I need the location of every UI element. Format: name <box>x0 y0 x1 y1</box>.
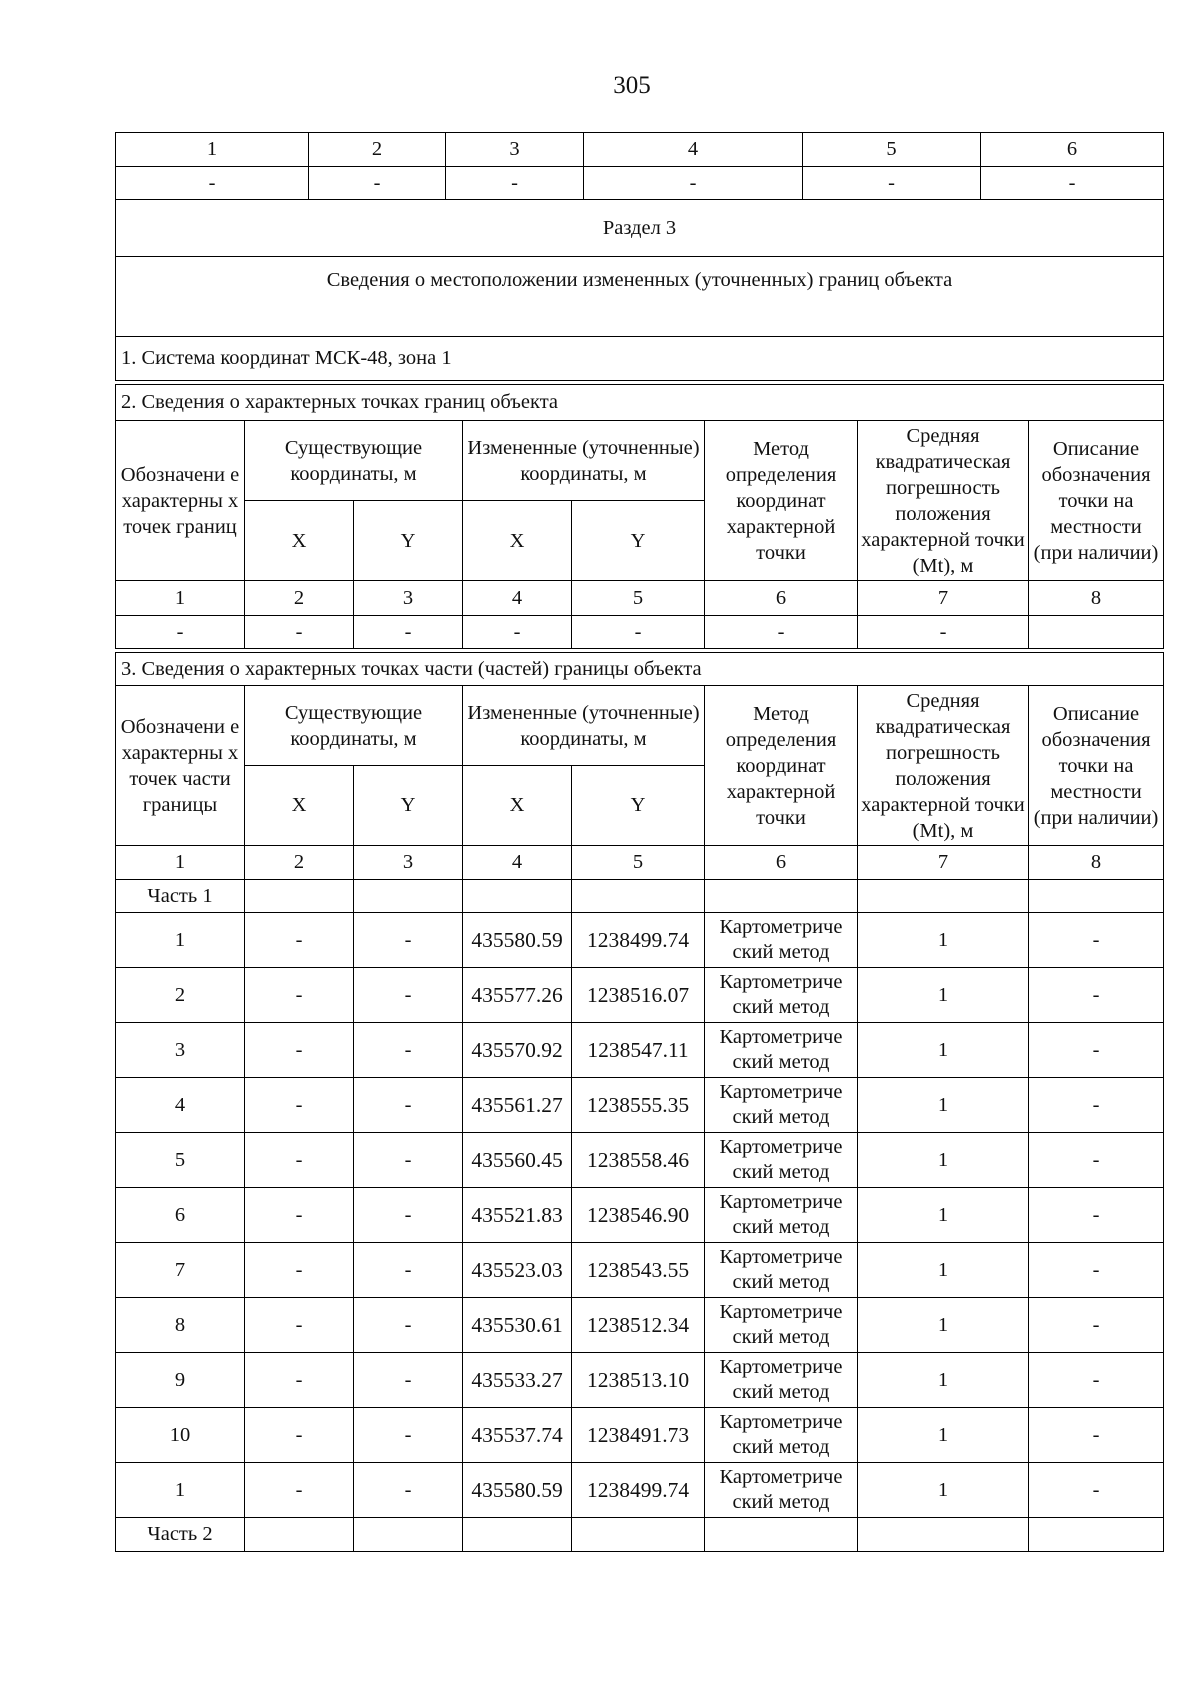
existing-y: - <box>354 1078 463 1133</box>
part-row <box>116 1518 1164 1552</box>
table-row <box>116 1463 1164 1518</box>
existing-x: - <box>245 1188 354 1243</box>
column-number: 3 <box>354 846 463 880</box>
coordinate-system: 1. Система координат МСК-48, зона 1 <box>116 337 1164 381</box>
description: - <box>1029 1463 1164 1518</box>
column-number: 6 <box>705 581 858 616</box>
header-method: Метод определения координат характерной точки <box>705 686 858 846</box>
existing-y: - <box>354 1133 463 1188</box>
changed-y: 1238513.10 <box>572 1353 705 1408</box>
column-number: 6 <box>705 846 858 880</box>
description: - <box>1029 913 1164 968</box>
column-number: 7 <box>858 846 1029 880</box>
method: Картометриче ский метод <box>705 913 858 968</box>
section-subtitle: Сведения о местоположении измененных (уточненных) границ объекта <box>116 257 1164 337</box>
changed-x: 435523.03 <box>463 1243 572 1298</box>
top-header-cell: 2 <box>309 133 446 167</box>
changed-x: 435570.92 <box>463 1023 572 1078</box>
table-row <box>116 1408 1164 1463</box>
header-x: X <box>245 766 354 846</box>
existing-x: - <box>245 1243 354 1298</box>
point-number: 4 <box>116 1078 245 1133</box>
top-cell: - <box>803 167 981 200</box>
section3-table <box>115 652 1164 1552</box>
mt-error: 1 <box>858 1408 1029 1463</box>
header-error: Средняя квадратическая погрешность положения характерной точки (Mt), м <box>858 421 1029 581</box>
changed-y: 1238499.74 <box>572 913 705 968</box>
description: - <box>1029 1353 1164 1408</box>
page-number: 305 <box>613 72 651 99</box>
mt-error: 1 <box>858 1243 1029 1298</box>
existing-x: - <box>245 1023 354 1078</box>
part-label: Часть 1 <box>116 880 245 913</box>
existing-x: - <box>245 1078 354 1133</box>
section-title: Раздел 3 <box>116 200 1164 257</box>
header-error: Средняя квадратическая погрешность положения характерной точки (Mt), м <box>858 686 1029 846</box>
existing-x: - <box>245 1408 354 1463</box>
mt-error: 1 <box>858 1023 1029 1078</box>
mt-error: 1 <box>858 1078 1029 1133</box>
existing-x: - <box>245 1463 354 1518</box>
description: - <box>1029 1023 1164 1078</box>
cell: - <box>463 616 572 649</box>
existing-x: - <box>245 1133 354 1188</box>
changed-x: 435521.83 <box>463 1188 572 1243</box>
existing-x: - <box>245 1353 354 1408</box>
point-number: 8 <box>116 1298 245 1353</box>
header-description: Описание обозначения точки на местности (при наличии) <box>1029 686 1164 846</box>
description: - <box>1029 1243 1164 1298</box>
existing-y: - <box>354 1463 463 1518</box>
header-y: Y <box>572 766 705 846</box>
changed-x: 435537.74 <box>463 1408 572 1463</box>
point-number: 5 <box>116 1133 245 1188</box>
table-row <box>116 1023 1164 1078</box>
table-row <box>116 968 1164 1023</box>
table-row <box>116 1133 1164 1188</box>
changed-x: 435577.26 <box>463 968 572 1023</box>
column-number: 4 <box>463 846 572 880</box>
method: Картометриче ский метод <box>705 1188 858 1243</box>
top-cell: - <box>309 167 446 200</box>
changed-y: 1238516.07 <box>572 968 705 1023</box>
cell <box>1029 616 1164 649</box>
changed-x: 435533.27 <box>463 1353 572 1408</box>
cell: - <box>354 616 463 649</box>
column-number: 2 <box>245 581 354 616</box>
table-row <box>116 1353 1164 1408</box>
top-header-cell: 5 <box>803 133 981 167</box>
point-number: 1 <box>116 1463 245 1518</box>
point-number: 9 <box>116 1353 245 1408</box>
changed-x: 435560.45 <box>463 1133 572 1188</box>
section2-table <box>115 384 1164 649</box>
part-label: Часть 2 <box>116 1518 245 1552</box>
existing-x: - <box>245 1298 354 1353</box>
method: Картометриче ский метод <box>705 1023 858 1078</box>
cell: - <box>116 616 245 649</box>
part-row <box>116 880 1164 913</box>
changed-x: 435530.61 <box>463 1298 572 1353</box>
column-number: 1 <box>116 846 245 880</box>
header-changed-coords: Измененные (уточненные) координаты, м <box>463 421 705 501</box>
existing-y: - <box>354 1243 463 1298</box>
changed-y: 1238547.11 <box>572 1023 705 1078</box>
top-cell: - <box>981 167 1164 200</box>
header-method: Метод определения координат характерной точки <box>705 421 858 581</box>
section3-title: 3. Сведения о характерных точках части (частей) границы объекта <box>116 653 1164 686</box>
method: Картометриче ский метод <box>705 1353 858 1408</box>
mt-error: 1 <box>858 968 1029 1023</box>
header-existing-coords: Существующие координаты, м <box>245 421 463 501</box>
top-cell: - <box>116 167 309 200</box>
column-numbers-row <box>116 581 1164 616</box>
description: - <box>1029 1298 1164 1353</box>
point-number: 10 <box>116 1408 245 1463</box>
changed-x: 435561.27 <box>463 1078 572 1133</box>
cell: - <box>858 616 1029 649</box>
column-number: 2 <box>245 846 354 880</box>
table-row <box>116 616 1164 649</box>
existing-y: - <box>354 968 463 1023</box>
top-table-header-row <box>116 133 1164 167</box>
changed-y: 1238512.34 <box>572 1298 705 1353</box>
description: - <box>1029 968 1164 1023</box>
header-point-designation: Обозначени е характерны х точек границ <box>116 421 245 581</box>
point-number: 6 <box>116 1188 245 1243</box>
existing-x: - <box>245 968 354 1023</box>
column-number: 1 <box>116 581 245 616</box>
column-number: 8 <box>1029 846 1164 880</box>
header-point-designation: Обозначени е характерны х точек части границы <box>116 686 245 846</box>
mt-error: 1 <box>858 1463 1029 1518</box>
existing-y: - <box>354 1408 463 1463</box>
description: - <box>1029 1078 1164 1133</box>
table-row <box>116 1188 1164 1243</box>
top-cell: - <box>446 167 584 200</box>
existing-y: - <box>354 913 463 968</box>
column-number: 7 <box>858 581 1029 616</box>
column-numbers-row <box>116 846 1164 880</box>
changed-y: 1238555.35 <box>572 1078 705 1133</box>
section2-title: 2. Сведения о характерных точках границ объекта <box>116 385 1164 421</box>
changed-y: 1238491.73 <box>572 1408 705 1463</box>
method: Картометриче ский метод <box>705 1078 858 1133</box>
existing-y: - <box>354 1023 463 1078</box>
cell: - <box>705 616 858 649</box>
description: - <box>1029 1188 1164 1243</box>
top-cell: - <box>584 167 803 200</box>
changed-y: 1238546.90 <box>572 1188 705 1243</box>
table-row <box>116 913 1164 968</box>
header-y: Y <box>572 501 705 581</box>
header-y: Y <box>354 501 463 581</box>
point-number: 1 <box>116 913 245 968</box>
method: Картометриче ский метод <box>705 1243 858 1298</box>
method: Картометриче ский метод <box>705 1298 858 1353</box>
changed-x: 435580.59 <box>463 1463 572 1518</box>
existing-y: - <box>354 1188 463 1243</box>
cell: - <box>245 616 354 649</box>
existing-x: - <box>245 913 354 968</box>
column-number: 8 <box>1029 581 1164 616</box>
description: - <box>1029 1133 1164 1188</box>
header-existing-coords: Существующие координаты, м <box>245 686 463 766</box>
method: Картометриче ский метод <box>705 968 858 1023</box>
table-row <box>116 1243 1164 1298</box>
header-y: Y <box>354 766 463 846</box>
changed-y: 1238543.55 <box>572 1243 705 1298</box>
mt-error: 1 <box>858 1298 1029 1353</box>
header-description: Описание обозначения точки на местности (при наличии) <box>1029 421 1164 581</box>
header-x: X <box>463 766 572 846</box>
header-x: X <box>245 501 354 581</box>
top-header-cell: 3 <box>446 133 584 167</box>
table-row <box>116 1078 1164 1133</box>
top-table <box>115 132 1164 381</box>
column-number: 5 <box>572 846 705 880</box>
top-table-row <box>116 167 1164 200</box>
header-x: X <box>463 501 572 581</box>
top-header-cell: 6 <box>981 133 1164 167</box>
method: Картометриче ский метод <box>705 1463 858 1518</box>
mt-error: 1 <box>858 1133 1029 1188</box>
header-changed-coords: Измененные (уточненные) координаты, м <box>463 686 705 766</box>
mt-error: 1 <box>858 1353 1029 1408</box>
top-header-cell: 4 <box>584 133 803 167</box>
point-number: 2 <box>116 968 245 1023</box>
point-number: 7 <box>116 1243 245 1298</box>
description: - <box>1029 1408 1164 1463</box>
method: Картометриче ский метод <box>705 1408 858 1463</box>
mt-error: 1 <box>858 913 1029 968</box>
table-row <box>116 1298 1164 1353</box>
column-number: 4 <box>463 581 572 616</box>
existing-y: - <box>354 1298 463 1353</box>
column-number: 3 <box>354 581 463 616</box>
changed-y: 1238558.46 <box>572 1133 705 1188</box>
column-number: 5 <box>572 581 705 616</box>
mt-error: 1 <box>858 1188 1029 1243</box>
point-number: 3 <box>116 1023 245 1078</box>
top-header-cell: 1 <box>116 133 309 167</box>
cell: - <box>572 616 705 649</box>
method: Картометриче ский метод <box>705 1133 858 1188</box>
changed-x: 435580.59 <box>463 913 572 968</box>
changed-y: 1238499.74 <box>572 1463 705 1518</box>
existing-y: - <box>354 1353 463 1408</box>
